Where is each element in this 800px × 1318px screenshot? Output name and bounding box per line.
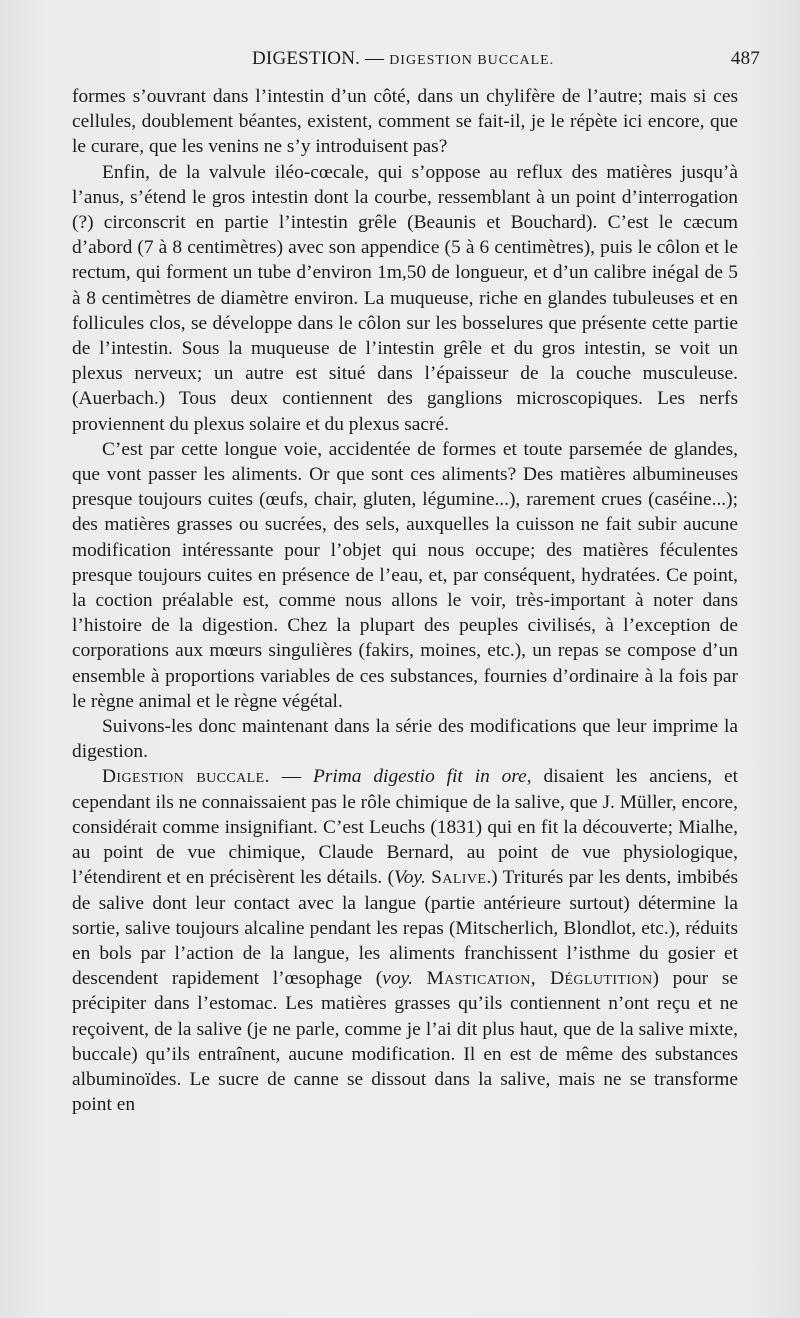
body-text	[72, 84, 738, 1117]
paragraph-5-text-a: , disaient les anciens, et cependant ils ne connaissaient pas le rôle chimique de la salive, que J. Müller, encore, considérait comme insignifiant. C’est Leuchs (1831) qui en fit la découverte; Mialhe, au point de vue chimique, Claude Bernard, au point de vue physiologique, l’étendirent et en précisèrent les détails. (	[72, 766, 739, 889]
voy-reference-1: Voy.	[394, 867, 426, 889]
running-head	[252, 48, 554, 70]
running-head-separator: —	[365, 48, 385, 69]
running-head-title: DIGESTION.	[252, 48, 361, 69]
heading-dash: —	[269, 766, 313, 788]
voy-reference-2: voy.	[382, 968, 413, 990]
page-number: 487	[730, 48, 760, 69]
paragraph-4: Suivons-les donc maintenant dans la série des modifications que leur imprime la digestion.	[72, 716, 738, 763]
latin-quote: Prima digestio fit in ore	[313, 766, 527, 788]
paragraph-2: Enfin, de la valvule iléo-cœcale, qui s’oppose au reflux des matières jusqu’à l’anus, s’étend le gros intestin dont la courbe, ressemblant à un point d’interrogation (?) circonscrit en partie l’intestin grêle (Beaunis et Bouchard). C’est le cæcum d’abord (7 à 8 centimètres) avec son appendice (5 à 6 centimètres), puis le côlon et le rectum, qui forment un tube d’environ 1m,50 de longueur, et d’un calibre inégal de 5 à 8 centimètres de diamètre environ. La muqueuse, riche en glandes tubuleuses et en follicules clos, se développe dans le côlon sur les bosselures que présente cette partie de l’intestin. Sous la muqueuse de l’intestin grêle et du gros intestin, se voit un plexus nerveux; un autre est situé dans l’épaisseur de la couche musculeuse. (Auerbach.) Tous deux contiennent des ganglions microscopiques. Les nerfs proviennent du plexus solaire et du plexus sacré.	[72, 161, 738, 435]
paragraph-5	[72, 764, 738, 1117]
section-heading: Digestion buccale.	[102, 766, 270, 788]
cross-reference-salive: Salive	[431, 867, 487, 889]
paragraph-5-text-c: ) pour se précipiter dans l’estomac. Les matières grasses qu’ils contiennent n’ont reçu et ne reçoivent, de la salive (je ne parle, comme je l’ai dit plus haut, que de la salive mixte, buccale) qu’ils entraînent, aucune modification. Il en est de même des substances albuminoïdes. Le sucre de canne se dissout dans la salive, mais ne se transforme point en	[72, 968, 738, 1116]
paragraph-5-text-b: .) Triturés par les dents, imbibés de salive dont leur contact avec la langue (partie antérieure surtout) détermine la sortie, salive toujours alcaline pendant les repas (Mitscherlich, Blondlot, etc.), réduits en bols par l’action de la langue, les aliments franchissent l’isthme du gosier et descendent rapidement l’œsophage (	[72, 867, 738, 990]
paragraph-1: formes s’ouvrant dans l’intestin d’un côté, dans un chylifère de l’autre; mais si ces cellules, doublement béantes, existent, comment se fait-il, je le répète ici encore, que le curare, que les venins ne s’y introduisent pas?	[72, 86, 738, 158]
cross-reference-mastication-deglutition: Mastication, Déglutition	[426, 968, 653, 990]
running-head-subtitle: DIGESTION BUCCALE.	[389, 53, 555, 68]
page-header	[72, 38, 760, 78]
paragraph-3: C’est par cette longue voie, accidentée de formes et toute parsemée de glandes, que vont passer les aliments. Or que sont ces aliments? Des matières albumineuses presque toujours cuites (œufs, chair, gluten, légumine...), rarement crues (caséine...); des matières grasses ou sucrées, des sels, auxquelles la cuisson ne fait subir aucune modification intéressante pour l’objet qui nous occupe; des matières féculentes presque toujours cuites en présence de l’eau, et, par conséquent, hydratées. Ce point, la coction préalable est, comme nous allons le voir, très-important à noter dans l’histoire de la digestion. Chez la plupart des peuples civilisés, à l’exception de corporations aux mœurs singulières (fakirs, moines, etc.), un repas se compose d’un ensemble à proportions variables de ces substances, fournies d’ordinaire à la fois par le règne animal et le règne végétal.	[72, 438, 738, 712]
